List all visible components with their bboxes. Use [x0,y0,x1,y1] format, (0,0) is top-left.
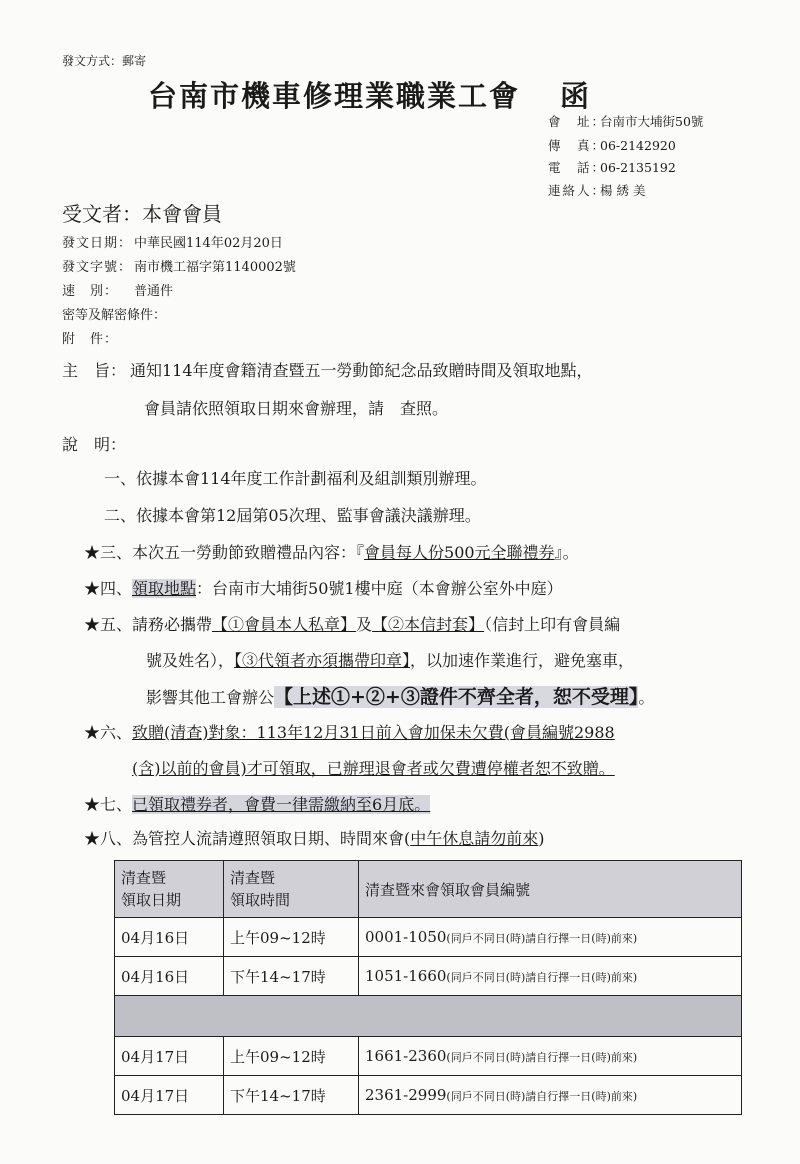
contact-fax: 傳 真：06-2142920 [548,138,676,153]
speed: 速 別： 普通件 [62,284,174,299]
page-title [148,74,591,115]
gift-content: 會員每人份500元全聯禮券 [364,543,555,562]
pickup-location-label: 領取地點 [132,579,197,598]
recipient: 受文者：本會會員 [62,202,222,226]
send-method: 發文方式：郵寄 [62,54,147,68]
row-date: 04月17日 [115,1037,224,1076]
item-1: 一、依據本會114年度工作計劃福利及組訓類別辦理。 [104,469,487,488]
row-range: 1051-1660(同戶不同日(時)請自行擇一日(時)前來) [359,957,742,996]
row-range: 1661-2360(同戶不同日(時)請自行擇一日(時)前來) [359,1037,742,1076]
item-5-line-2: 號及姓名），【③代領者亦須攜帶印章】，以加速作業進行，避免塞車， [146,651,635,670]
item-2: 二、依據本會第12屆第05次理、監事會議決議辦理。 [104,506,481,525]
subject-label: 主 旨： [62,361,127,380]
item-6-line-1: ★六、致贈(清查)對象：113年12月31日前入會加保未欠費(會員編號2988 [84,723,615,742]
header-time: 清查暨 領取時間 [224,861,359,918]
item-3: ★三、本次五一勞動節致贈禮品內容：『會員每人份500元全聯禮券』。 [84,543,579,562]
table-row [115,957,742,996]
row-time: 上午09~12時 [224,918,359,957]
item-7: ★七、已領取禮券者，會費一律需繳納至6月底。 [84,795,431,814]
item-8: ★八、為管控人流請遵照領取日期、時間來會(中午休息請勿前來) [84,829,545,848]
doc-type: 函 [560,79,592,113]
issue-number: 發文字號： 南市機工福字第1140002號 [62,260,296,275]
item-4: ★四、領取地點：台南市大埔街50號1樓中庭（本會辦公室外中庭） [84,579,563,598]
org-name: 台南市機車修理業職業工會 [148,79,521,113]
row-date: 04月16日 [115,918,224,957]
row-time: 上午09~12時 [224,1037,359,1076]
row-range: 2361-2999(同戶不同日(時)請自行擇一日(時)前來) [359,1076,742,1115]
contact-address: 會 址：台南市大埔街50號 [548,114,704,129]
contact-person: 連絡人：楊 綉 美 [548,183,646,198]
subject-line-1: 通知114年度會籍清查暨五一勞動節紀念品致贈時間及領取地點， [130,361,593,380]
row-range: 0001-1050(同戶不同日(時)請自行擇一日(時)前來) [359,918,742,957]
contact-phone: 電 話：06-2135192 [548,160,676,175]
item-5-line-1: ★五、請務必攜帶【①會員本人私章】及【②本信封套】（信封上印有會員編 [84,615,621,634]
item-6-line-2: (含)以前的會員)才可領取，已辦理退會者或欠費遭停權者恕不致贈。 [132,759,615,778]
secret-level: 密等及解密條件： [62,308,167,323]
row-date: 04月16日 [115,957,224,996]
table-row [115,918,742,957]
table-row [115,1037,742,1076]
row-date: 04月17日 [115,1076,224,1115]
table-separator-row [115,996,742,1037]
item-5-line-3: 影響其他工會辦公【上述①+②+③證件不齊全者，恕不受理】。 [146,686,655,708]
issue-date: 發文日期： 中華民國114年02月20日 [62,236,283,251]
requirement-warning: 【上述①+②+③證件不齊全者，恕不受理】 [274,686,639,708]
row-time: 下午14~17時 [224,1076,359,1115]
row-time: 下午14~17時 [224,957,359,996]
table-row [115,1076,742,1115]
header-date: 清查暨 領取日期 [115,861,224,918]
schedule-table [114,860,742,1115]
description-label: 說 明： [62,435,127,454]
subject-line-2: 會員請依照領取日期來會辦理，請 查照。 [144,399,449,418]
attachments: 附 件： [62,332,119,347]
table-header-row [115,861,742,918]
header-member-range: 清查暨來會領取會員編號 [359,861,742,918]
